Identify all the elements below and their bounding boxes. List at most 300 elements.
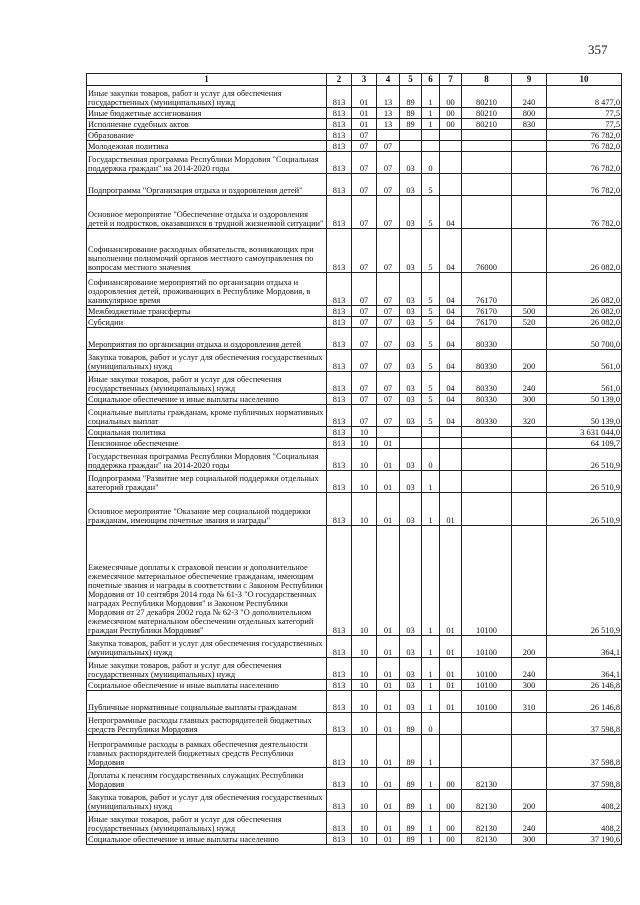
section-code-cell: 10 (352, 493, 377, 526)
table-row (87, 229, 622, 273)
expense-type-code-cell (512, 768, 547, 790)
section-code-cell: 07 (352, 152, 377, 174)
ministry-code-cell: 813 (327, 790, 352, 812)
table-row (87, 196, 622, 229)
subprogram-code-cell: 5 (422, 196, 440, 229)
direction-code-cell: 76170 (462, 306, 512, 317)
program-code-cell: 89 (400, 735, 422, 768)
program-code-cell: 89 (400, 812, 422, 834)
direction-code-cell: 10100 (462, 691, 512, 713)
table-row (87, 438, 622, 449)
program-code-cell: 03 (400, 691, 422, 713)
subprogram-code-cell: 5 (422, 317, 440, 328)
program-code-cell (400, 427, 422, 438)
subsection-code-cell: 07 (377, 394, 400, 405)
program-code-cell: 03 (400, 394, 422, 405)
expense-type-code-cell (512, 471, 547, 493)
table-row (87, 471, 622, 493)
subprogram-code-cell (422, 427, 440, 438)
event-code-cell: 04 (440, 328, 462, 350)
column-header: 7 (440, 74, 462, 86)
table-row (87, 526, 622, 636)
ministry-code-cell: 813 (327, 713, 352, 735)
direction-code-cell: 10100 (462, 658, 512, 680)
expense-type-code-cell: 310 (512, 691, 547, 713)
expense-type-code-cell (512, 229, 547, 273)
program-code-cell: 03 (400, 405, 422, 427)
table-row (87, 328, 622, 350)
row-name-cell: Софинансирование расходных обязательств, возникающих при выполнении полномочий органов местного самоуправления по вопросам местного значения (87, 229, 327, 273)
program-code-cell: 03 (400, 680, 422, 691)
column-header: 2 (327, 74, 352, 86)
table-row (87, 691, 622, 713)
amount-cell: 50 700,0 (547, 328, 622, 350)
event-code-cell: 00 (440, 86, 462, 108)
amount-cell: 26 510,9 (547, 526, 622, 636)
row-name-cell: Социальное обеспечение и иные выплаты населению (87, 834, 327, 845)
table-row (87, 108, 622, 119)
row-name-cell: Иные закупки товаров, работ и услуг для обеспечения государственных (муниципальных) нужд (87, 658, 327, 680)
table-row (87, 119, 622, 130)
row-name-cell: Закупка товаров, работ и услуг для обеспечения государственных (муниципальных) нужд (87, 636, 327, 658)
event-code-cell (440, 449, 462, 471)
subprogram-code-cell: 1 (422, 493, 440, 526)
amount-cell: 561,0 (547, 350, 622, 372)
subprogram-code-cell: 1 (422, 86, 440, 108)
program-code-cell: 03 (400, 306, 422, 317)
ministry-code-cell: 813 (327, 108, 352, 119)
subsection-code-cell: 07 (377, 405, 400, 427)
amount-cell: 408,2 (547, 790, 622, 812)
subprogram-code-cell: 1 (422, 834, 440, 845)
budget-table (86, 73, 622, 845)
row-name-cell: Государственная программа Республики Мордовия "Социальная поддержка граждан" на 2014-2020 годы (87, 152, 327, 174)
ministry-code-cell: 813 (327, 405, 352, 427)
amount-cell: 37 598,8 (547, 713, 622, 735)
subsection-code-cell: 01 (377, 493, 400, 526)
subsection-code-cell: 01 (377, 526, 400, 636)
event-code-cell (440, 130, 462, 141)
subsection-code-cell (377, 130, 400, 141)
event-code-cell: 00 (440, 108, 462, 119)
direction-code-cell: 80210 (462, 86, 512, 108)
direction-code-cell: 76000 (462, 229, 512, 273)
section-code-cell: 07 (352, 372, 377, 394)
ministry-code-cell: 813 (327, 449, 352, 471)
expense-type-code-cell (512, 438, 547, 449)
ministry-code-cell: 813 (327, 130, 352, 141)
subprogram-code-cell: 1 (422, 691, 440, 713)
column-header: 5 (400, 74, 422, 86)
subprogram-code-cell: 5 (422, 273, 440, 306)
amount-cell: 26 510,9 (547, 471, 622, 493)
row-name-cell: Социальное обеспечение и иные выплаты населению (87, 680, 327, 691)
expense-type-code-cell (512, 328, 547, 350)
section-code-cell: 07 (352, 130, 377, 141)
column-header: 4 (377, 74, 400, 86)
row-name-cell: Исполнение судебных актов (87, 119, 327, 130)
subprogram-code-cell (422, 438, 440, 449)
subsection-code-cell: 07 (377, 273, 400, 306)
row-name-cell: Иные закупки товаров, работ и услуг для обеспечения государственных (муниципальных) нужд (87, 86, 327, 108)
direction-code-cell: 76170 (462, 317, 512, 328)
expense-type-code-cell (512, 493, 547, 526)
program-code-cell: 89 (400, 790, 422, 812)
subprogram-code-cell: 5 (422, 405, 440, 427)
expense-type-code-cell: 300 (512, 834, 547, 845)
direction-code-cell: 80330 (462, 350, 512, 372)
event-code-cell (440, 735, 462, 768)
program-code-cell: 03 (400, 350, 422, 372)
ministry-code-cell: 813 (327, 658, 352, 680)
subprogram-code-cell: 0 (422, 449, 440, 471)
amount-cell: 76 782,0 (547, 174, 622, 196)
header-row (87, 74, 622, 86)
row-name-cell: Ежемесячные доплаты к страховой пенсии и дополнительное ежемесячное материальное обеспечение гражданам, имеющим почетные звания и награды в соответствии с Законом Республики Мордовия от 10 сентября 2014 года № 61-З "О государственных наградах Республики Мордовия" и Законом Республики Мордовия от 27 декабря 2002 года № 62-З "О дополнительном ежемесячном материальном обеспечении отдельных категорий граждан Республики Мордовия" (87, 526, 327, 636)
table-row (87, 405, 622, 427)
expense-type-code-cell (512, 196, 547, 229)
ministry-code-cell: 813 (327, 394, 352, 405)
section-code-cell: 07 (352, 306, 377, 317)
expense-type-code-cell: 200 (512, 636, 547, 658)
direction-code-cell: 80210 (462, 108, 512, 119)
subprogram-code-cell: 1 (422, 658, 440, 680)
section-code-cell: 10 (352, 768, 377, 790)
expense-type-code-cell: 240 (512, 658, 547, 680)
row-name-cell: Софинансирование мероприятий по организации отдыха и оздоровления детей, проживающих в Республике Мордовия, в каникулярное время (87, 273, 327, 306)
subprogram-code-cell (422, 141, 440, 152)
section-code-cell: 07 (352, 141, 377, 152)
event-code-cell (440, 427, 462, 438)
event-code-cell: 01 (440, 526, 462, 636)
subprogram-code-cell: 1 (422, 526, 440, 636)
subsection-code-cell: 07 (377, 328, 400, 350)
event-code-cell: 00 (440, 834, 462, 845)
subprogram-code-cell: 0 (422, 152, 440, 174)
direction-code-cell: 80330 (462, 394, 512, 405)
ministry-code-cell: 813 (327, 427, 352, 438)
expense-type-code-cell (512, 526, 547, 636)
event-code-cell: 04 (440, 196, 462, 229)
table-row (87, 790, 622, 812)
subprogram-code-cell: 5 (422, 372, 440, 394)
amount-cell: 8 477,0 (547, 86, 622, 108)
subsection-code-cell: 01 (377, 713, 400, 735)
amount-cell: 50 139,0 (547, 394, 622, 405)
amount-cell: 76 782,0 (547, 141, 622, 152)
program-code-cell (400, 438, 422, 449)
direction-code-cell (462, 438, 512, 449)
row-name-cell: Мероприятия по организации отдыха и оздоровления детей (87, 328, 327, 350)
table-row (87, 493, 622, 526)
direction-code-cell (462, 713, 512, 735)
subsection-code-cell: 01 (377, 680, 400, 691)
column-header: 3 (352, 74, 377, 86)
subsection-code-cell: 07 (377, 350, 400, 372)
table-row (87, 834, 622, 845)
subsection-code-cell: 07 (377, 317, 400, 328)
ministry-code-cell: 813 (327, 141, 352, 152)
program-code-cell: 03 (400, 152, 422, 174)
subprogram-code-cell: 1 (422, 735, 440, 768)
row-name-cell: Пенсионное обеспечение (87, 438, 327, 449)
expense-type-code-cell: 300 (512, 394, 547, 405)
row-name-cell: Непрограммные расходы в рамках обеспечения деятельности главных распорядителей бюджетных средств Республики Мордовия (87, 735, 327, 768)
expense-type-code-cell: 300 (512, 680, 547, 691)
section-code-cell: 07 (352, 273, 377, 306)
row-name-cell: Публичные нормативные социальные выплаты гражданам (87, 691, 327, 713)
row-name-cell: Иные закупки товаров, работ и услуг для обеспечения государственных (муниципальных) нужд (87, 372, 327, 394)
amount-cell: 76 782,0 (547, 196, 622, 229)
direction-code-cell (462, 449, 512, 471)
program-code-cell: 89 (400, 713, 422, 735)
row-name-cell: Доплаты к пенсиям государственных служащих Республики Мордовия (87, 768, 327, 790)
subprogram-code-cell: 5 (422, 328, 440, 350)
expense-type-code-cell (512, 735, 547, 768)
program-code-cell: 03 (400, 471, 422, 493)
amount-cell: 76 782,0 (547, 130, 622, 141)
subsection-code-cell: 13 (377, 108, 400, 119)
table-row (87, 658, 622, 680)
amount-cell: 26 510,9 (547, 449, 622, 471)
subsection-code-cell: 07 (377, 372, 400, 394)
program-code-cell (400, 130, 422, 141)
event-code-cell: 01 (440, 493, 462, 526)
event-code-cell: 04 (440, 350, 462, 372)
program-code-cell: 03 (400, 372, 422, 394)
table-row (87, 86, 622, 108)
ministry-code-cell: 813 (327, 526, 352, 636)
table-row (87, 427, 622, 438)
program-code-cell: 03 (400, 328, 422, 350)
table-row (87, 174, 622, 196)
section-code-cell: 10 (352, 691, 377, 713)
subsection-code-cell: 01 (377, 735, 400, 768)
column-header: 8 (462, 74, 512, 86)
subsection-code-cell: 07 (377, 152, 400, 174)
expense-type-code-cell: 240 (512, 86, 547, 108)
row-name-cell: Иные бюджетные ассигнования (87, 108, 327, 119)
ministry-code-cell: 813 (327, 306, 352, 317)
section-code-cell: 07 (352, 405, 377, 427)
table-row (87, 141, 622, 152)
section-code-cell: 10 (352, 713, 377, 735)
direction-code-cell (462, 493, 512, 526)
expense-type-code-cell: 200 (512, 350, 547, 372)
subprogram-code-cell: 5 (422, 174, 440, 196)
direction-code-cell: 80330 (462, 405, 512, 427)
direction-code-cell (462, 130, 512, 141)
ministry-code-cell: 813 (327, 196, 352, 229)
table-row (87, 350, 622, 372)
subprogram-code-cell: 1 (422, 768, 440, 790)
event-code-cell: 00 (440, 768, 462, 790)
ministry-code-cell: 813 (327, 768, 352, 790)
event-code-cell: 01 (440, 680, 462, 691)
table-row (87, 372, 622, 394)
subsection-code-cell: 01 (377, 449, 400, 471)
amount-cell: 26 146,8 (547, 680, 622, 691)
direction-code-cell (462, 196, 512, 229)
ministry-code-cell: 813 (327, 812, 352, 834)
subsection-code-cell: 13 (377, 86, 400, 108)
table-row (87, 680, 622, 691)
direction-code-cell: 82130 (462, 768, 512, 790)
section-code-cell: 07 (352, 229, 377, 273)
amount-cell: 26 082,0 (547, 317, 622, 328)
program-code-cell: 89 (400, 108, 422, 119)
subsection-code-cell: 01 (377, 471, 400, 493)
subprogram-code-cell: 0 (422, 713, 440, 735)
section-code-cell: 07 (352, 317, 377, 328)
section-code-cell: 10 (352, 471, 377, 493)
subprogram-code-cell (422, 130, 440, 141)
amount-cell: 37 598,8 (547, 768, 622, 790)
ministry-code-cell: 813 (327, 691, 352, 713)
section-code-cell: 01 (352, 119, 377, 130)
row-name-cell: Основное мероприятие "Обеспечение отдыха и оздоровления детей и подростков, оказавшихся в трудной жизненной ситуации" (87, 196, 327, 229)
direction-code-cell: 80210 (462, 119, 512, 130)
program-code-cell: 03 (400, 449, 422, 471)
subsection-code-cell: 01 (377, 812, 400, 834)
subprogram-code-cell: 5 (422, 394, 440, 405)
row-name-cell: Закупка товаров, работ и услуг для обеспечения государственных (муниципальных) нужд (87, 790, 327, 812)
program-code-cell: 03 (400, 636, 422, 658)
table-row (87, 306, 622, 317)
section-code-cell: 07 (352, 328, 377, 350)
subprogram-code-cell: 1 (422, 812, 440, 834)
event-code-cell: 04 (440, 306, 462, 317)
program-code-cell: 89 (400, 86, 422, 108)
section-code-cell: 10 (352, 427, 377, 438)
row-name-cell: Молодежная политика (87, 141, 327, 152)
expense-type-code-cell: 830 (512, 119, 547, 130)
amount-cell: 37 190,6 (547, 834, 622, 845)
section-code-cell: 10 (352, 680, 377, 691)
subprogram-code-cell: 5 (422, 229, 440, 273)
ministry-code-cell: 813 (327, 119, 352, 130)
direction-code-cell: 80330 (462, 328, 512, 350)
direction-code-cell (462, 427, 512, 438)
amount-cell: 50 139,0 (547, 405, 622, 427)
subprogram-code-cell: 5 (422, 350, 440, 372)
section-code-cell: 07 (352, 196, 377, 229)
event-code-cell (440, 471, 462, 493)
event-code-cell: 01 (440, 691, 462, 713)
direction-code-cell: 10100 (462, 526, 512, 636)
event-code-cell (440, 713, 462, 735)
subprogram-code-cell: 1 (422, 790, 440, 812)
column-header: 1 (87, 74, 327, 86)
subsection-code-cell: 13 (377, 119, 400, 130)
program-code-cell: 03 (400, 196, 422, 229)
amount-cell: 3 631 044,0 (547, 427, 622, 438)
row-name-cell: Основное мероприятие "Оказание мер социальной поддержки гражданам, имеющим почетные звания и награды" (87, 493, 327, 526)
direction-code-cell (462, 174, 512, 196)
event-code-cell: 00 (440, 790, 462, 812)
ministry-code-cell: 813 (327, 834, 352, 845)
amount-cell: 364,1 (547, 658, 622, 680)
row-name-cell: Социальное обеспечение и иные выплаты населению (87, 394, 327, 405)
table-row (87, 735, 622, 768)
table-row (87, 636, 622, 658)
event-code-cell: 01 (440, 658, 462, 680)
row-name-cell: Образование (87, 130, 327, 141)
event-code-cell (440, 438, 462, 449)
column-header: 9 (512, 74, 547, 86)
program-code-cell: 03 (400, 273, 422, 306)
direction-code-cell (462, 152, 512, 174)
table-row (87, 317, 622, 328)
subprogram-code-cell: 5 (422, 306, 440, 317)
section-code-cell: 01 (352, 86, 377, 108)
program-code-cell: 03 (400, 229, 422, 273)
ministry-code-cell: 813 (327, 229, 352, 273)
program-code-cell: 03 (400, 658, 422, 680)
subprogram-code-cell: 1 (422, 108, 440, 119)
event-code-cell (440, 174, 462, 196)
ministry-code-cell: 813 (327, 86, 352, 108)
program-code-cell: 03 (400, 317, 422, 328)
subsection-code-cell: 01 (377, 790, 400, 812)
table-row (87, 449, 622, 471)
table-row (87, 152, 622, 174)
program-code-cell: 03 (400, 174, 422, 196)
program-code-cell (400, 141, 422, 152)
subprogram-code-cell: 1 (422, 680, 440, 691)
direction-code-cell: 80330 (462, 372, 512, 394)
program-code-cell: 89 (400, 834, 422, 845)
subprogram-code-cell: 1 (422, 636, 440, 658)
section-code-cell: 07 (352, 174, 377, 196)
ministry-code-cell: 813 (327, 735, 352, 768)
subsection-code-cell: 01 (377, 691, 400, 713)
ministry-code-cell: 813 (327, 636, 352, 658)
row-name-cell: Иные закупки товаров, работ и услуг для обеспечения государственных (муниципальных) нужд (87, 812, 327, 834)
event-code-cell: 00 (440, 119, 462, 130)
table-row (87, 273, 622, 306)
program-code-cell: 03 (400, 526, 422, 636)
expense-type-code-cell (512, 449, 547, 471)
ministry-code-cell: 813 (327, 372, 352, 394)
ministry-code-cell: 813 (327, 471, 352, 493)
amount-cell: 26 082,0 (547, 229, 622, 273)
event-code-cell: 04 (440, 273, 462, 306)
section-code-cell: 10 (352, 735, 377, 768)
section-code-cell: 10 (352, 812, 377, 834)
expense-type-code-cell: 240 (512, 812, 547, 834)
row-name-cell: Государственная программа Республики Мордовия "Социальная поддержка граждан" на 2014-2020 годы (87, 449, 327, 471)
row-name-cell: Социальная политика (87, 427, 327, 438)
ministry-code-cell: 813 (327, 350, 352, 372)
ministry-code-cell: 813 (327, 273, 352, 306)
row-name-cell: Межбюджетные трансферты (87, 306, 327, 317)
row-name-cell: Закупка товаров, работ и услуг для обеспечения государственных (муниципальных) нужд (87, 350, 327, 372)
table-row (87, 394, 622, 405)
column-header: 6 (422, 74, 440, 86)
program-code-cell: 89 (400, 768, 422, 790)
section-code-cell: 10 (352, 636, 377, 658)
expense-type-code-cell: 800 (512, 108, 547, 119)
table-row (87, 768, 622, 790)
subsection-code-cell: 01 (377, 834, 400, 845)
row-name-cell: Непрограммные расходы главных распорядителей бюджетных средств Республики Мордовия (87, 713, 327, 735)
table-row (87, 130, 622, 141)
ministry-code-cell: 813 (327, 174, 352, 196)
program-code-cell: 89 (400, 119, 422, 130)
subsection-code-cell: 07 (377, 306, 400, 317)
section-code-cell: 10 (352, 438, 377, 449)
